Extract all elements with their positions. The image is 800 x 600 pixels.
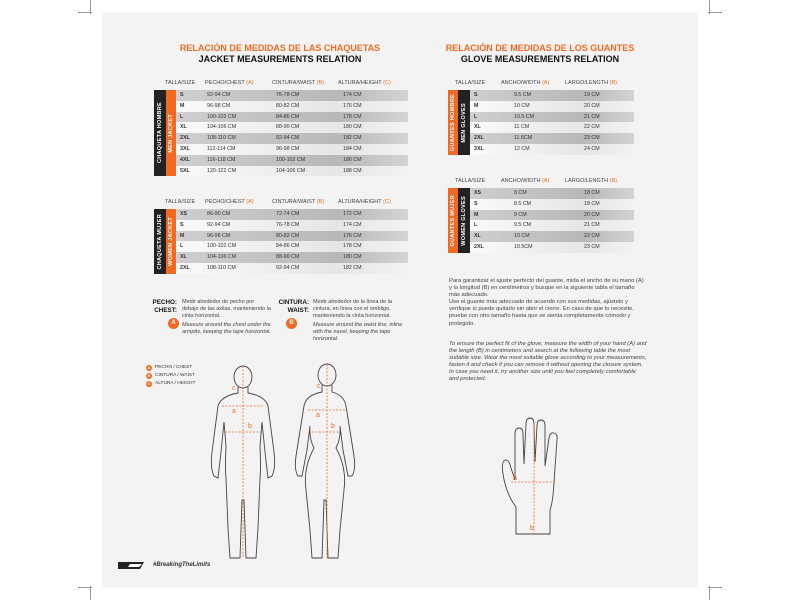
height-cell: 180 CM [343,124,362,131]
chest-cell: 108-110 CM [207,264,236,271]
women-jacket-table [176,209,408,274]
size-cell: XS [180,211,188,217]
height-cell: 182 CM [343,264,362,271]
height-cell: 188 CM [343,167,362,174]
waist-cell: 88-90 CM [276,254,300,261]
table-row [176,209,408,220]
col-length: LARGO/LENGTH (B) [565,80,617,86]
figure-label-a: a [316,412,320,419]
length-cell: 23 CM [584,135,600,142]
crop-mark [78,12,92,13]
jacket-title-en: JACKET MEASUREMENTS RELATION [198,54,362,64]
chest-cell: 120-122 CM [207,167,237,174]
hand-diagram [498,412,578,542]
men-jacket-side-label: CHAQUETA HOMBRE MEN JACKET [154,90,176,176]
waist-cell: 104-106 CM [276,167,306,174]
width-cell: 10.5 CM [514,113,535,120]
chest-cell: 92-94 CM [207,221,231,228]
glove-title-en: GLOVE MEASUREMENTS RELATION [460,54,620,64]
crop-mark [708,12,722,13]
size-cell: S [180,221,184,228]
hand-label-a: a [513,475,517,482]
size-cell: XL [474,233,481,240]
table-row [470,144,634,155]
table-row [176,101,408,112]
glove-title-es: RELACIÓN DE MEDIDAS DE LOS GUANTES [445,43,635,53]
waist-cell: 88-90 CM [276,124,300,131]
table-row [176,231,408,242]
chest-cell: 86-90 CM [207,211,231,217]
width-cell: 8 CM [514,190,527,196]
size-cell: L [474,113,478,120]
length-cell: 20 CM [584,102,600,109]
table-row [176,144,408,155]
width-cell: 12 CM [514,145,530,152]
size-cell: XL [180,124,187,131]
table-row [470,101,634,112]
chest-cell: 112-114 CM [207,145,236,152]
crop-mark [78,587,92,588]
hand-label-b: b [530,525,534,532]
col-width: ANCHO/WIDTH (A) [501,178,550,184]
legend-item: C ALTURA / HEIGHT [147,381,196,386]
table-row [176,133,408,144]
waist-cell: 92-94 CM [276,135,300,142]
table-row [470,231,634,242]
legend-item: B CINTURA / WAIST [147,373,196,378]
size-cell: 4XL [180,156,190,163]
width-cell: 11.5CM [514,135,533,142]
chest-cell: 96-98 CM [207,102,231,109]
figure-label-a: a [232,408,236,415]
waist-cell: 96-98 CM [276,145,300,152]
col-waist: CINTURA/WAIST (B) [272,199,325,205]
men-jacket-table [176,90,408,176]
chest-cell: 116-118 CM [207,156,236,163]
col-height: ALTURA/HEIGHT (C) [338,199,391,205]
size-cell: XL [180,254,187,261]
height-cell: 186 CM [343,156,362,163]
female-silhouette-icon [295,364,354,558]
waist-cell: 92-94 CM [276,264,300,271]
chest-cell: 100-102 CM [207,113,237,120]
length-cell: 21 CM [584,113,600,120]
chest-cell: 92-94 CM [207,92,231,98]
height-cell: 176 CM [343,102,362,109]
col-chest: PECHO/CHEST (A) [205,199,254,205]
width-cell: 10 CM [514,233,530,240]
waist-cell: 80-82 CM [276,232,300,239]
size-cell: 2XL [474,135,484,142]
length-cell: 20 CM [584,211,600,218]
legend-item: A PECHO / CHEST [147,365,193,370]
table-row [470,199,634,210]
width-cell: 8.5 CM [514,200,532,207]
figure-label-c: c [317,383,321,390]
women-gloves-side-label: GUANTES MUJER WOMEN GLOVES [448,188,470,253]
length-cell: 18 CM [584,190,600,196]
height-cell: 178 CM [343,243,362,250]
table-row [470,90,634,101]
size-cell: L [180,243,184,250]
height-cell: 182 CM [343,135,362,142]
waist-label: CINTURA: WAIST: [278,299,309,314]
waist-cell: 76-78 CM [276,221,300,228]
table-row [176,112,408,123]
length-cell: 21 CM [584,222,600,229]
size-cell: M [474,102,479,109]
length-cell: 22 CM [584,124,600,131]
size-cell: L [474,222,478,229]
table-row [176,155,408,166]
women-jacket-side-label: CHAQUETA MUJER WOMEN JACKET [154,209,176,274]
waist-instructions: Medir alrededor de la línea de la cintura, en línea con el ombligo, manteniendo la cinta horizontal. Measure around the waist line, inline with the navel, keeping the tape horizontal. [313,299,403,342]
col-width: ANCHO/WIDTH (A) [501,80,550,86]
table-row [176,220,408,231]
table-row [176,166,408,177]
table-row [470,220,634,231]
length-cell: 19 CM [584,92,600,98]
size-cell: S [474,200,478,207]
height-cell: 172 CM [343,211,362,217]
glove-instructions-en: To ensure the perfect fit of the glove, measure the width of your hand (A) and the length (B) in centimeters and search at the following table the most suitable size. Wear the most suitable glove according to your measurements, fasten it and check if you can remove it without opening the closure system. In case you need it, try another size until you feel completely comfortable and protected. [449,341,647,383]
table-row [176,90,408,101]
size-cell: 3XL [474,145,484,152]
col-waist: CINTURA/WAIST (B) [272,80,325,86]
men-gloves-table [470,90,634,155]
width-cell: 10 CM [514,102,530,109]
length-cell: 18 CM [584,200,600,207]
size-cell: XL [474,124,481,131]
waist-cell: 72-74 CM [276,211,300,217]
size-cell: 3XL [180,145,190,152]
chest-instructions: Medir alrededor de pecho por debajo de las axilas, manteniendo la cinta horizontal. Measure around the chest under the armpits, keeping the tape horizontal. [182,299,271,336]
height-cell: 174 CM [343,221,362,228]
crop-mark [708,587,722,588]
waist-cell: 100-102 CM [276,156,306,163]
width-cell: 9 CM [514,211,527,218]
chest-cell: 96-98 CM [207,232,231,239]
table-row [470,122,634,133]
col-size: TALLA/SIZE [455,178,486,184]
brand-logo-icon [118,561,150,570]
table-row [176,241,408,252]
chest-marker: A [168,318,179,329]
measurement-legend [146,364,195,388]
men-gloves-side-label: GUANTES HOMBRE MEN GLOVES [448,90,470,155]
chest-label: PECHO: CHEST: [152,299,177,314]
size-cell: L [180,113,184,120]
size-cell: 2XL [180,264,190,271]
size-cell: 2XL [474,243,484,250]
figure-label-b: b [331,423,335,430]
size-cell: M [180,102,185,109]
table-row [470,133,634,144]
waist-cell: 76-78 CM [276,92,300,98]
footer-hashtag: #BreakingTheLimits [153,562,211,568]
waist-cell: 84-86 CM [276,113,300,120]
length-cell: 24 CM [584,145,600,152]
width-cell: 11 CM [514,124,530,131]
waist-cell: 80-82 CM [276,102,300,109]
table-row [176,263,408,274]
col-size: TALLA/SIZE [165,199,196,205]
chest-cell: 100-102 CM [207,243,237,250]
size-cell: M [474,211,479,218]
height-cell: 180 CM [343,254,362,261]
height-cell: 174 CM [343,92,362,98]
size-cell: XS [474,190,482,196]
table-row [176,122,408,133]
size-cell: 5XL [180,167,190,174]
crop-mark [90,586,91,600]
chest-cell: 104-106 CM [207,254,237,261]
glove-instructions-es: Para garantizar el ajuste perfecto del guante, mida el ancho de su mano (A) y la longitud (B) en centímetros y busque en la siguiente tabla el tamaño más adecuado. Use el guante más adecuado de acuerdo con sus medidas, ajústelo y verifique si puede quitarlo sin abrir el cierre. En caso de que lo necesite, pruebe con otro tamaño hasta que se sienta completamente cómodo y protegido. [449,278,644,327]
body-figures [196,360,416,565]
size-cell: S [180,92,184,98]
waist-marker: B [286,318,297,329]
col-chest: PECHO/CHEST (A) [205,80,254,86]
table-row [176,252,408,263]
col-height: ALTURA/HEIGHT (C) [338,80,391,86]
jacket-title-es: RELACIÓN DE MEDIDAS DE LAS CHAQUETAS [179,43,381,53]
col-size: TALLA/SIZE [455,80,486,86]
figure-label-b: b [248,423,252,430]
size-cell: S [474,92,478,98]
table-row [470,242,634,253]
women-gloves-table [470,188,634,253]
hand-outline-icon [502,418,557,534]
waist-cell: 84-86 CM [276,243,300,250]
size-cell: 2XL [180,135,190,142]
figure-label-c: c [232,385,236,392]
width-cell: 9.5 CM [514,92,532,98]
table-row [470,112,634,123]
chest-cell: 108-110 CM [207,135,236,142]
height-cell: 184 CM [343,145,362,152]
width-cell: 9.5 CM [514,222,532,229]
width-cell: 10.5CM [514,243,533,250]
col-size: TALLA/SIZE [165,80,196,86]
table-row [470,210,634,221]
height-cell: 176 CM [343,232,362,239]
col-length: LARGO/LENGTH (B) [565,178,617,184]
length-cell: 22 CM [584,233,600,240]
crop-mark [709,586,710,600]
length-cell: 23 CM [584,243,600,250]
size-cell: M [180,232,185,239]
table-row [470,188,634,199]
height-cell: 178 CM [343,113,362,120]
chest-cell: 104-106 CM [207,124,237,131]
